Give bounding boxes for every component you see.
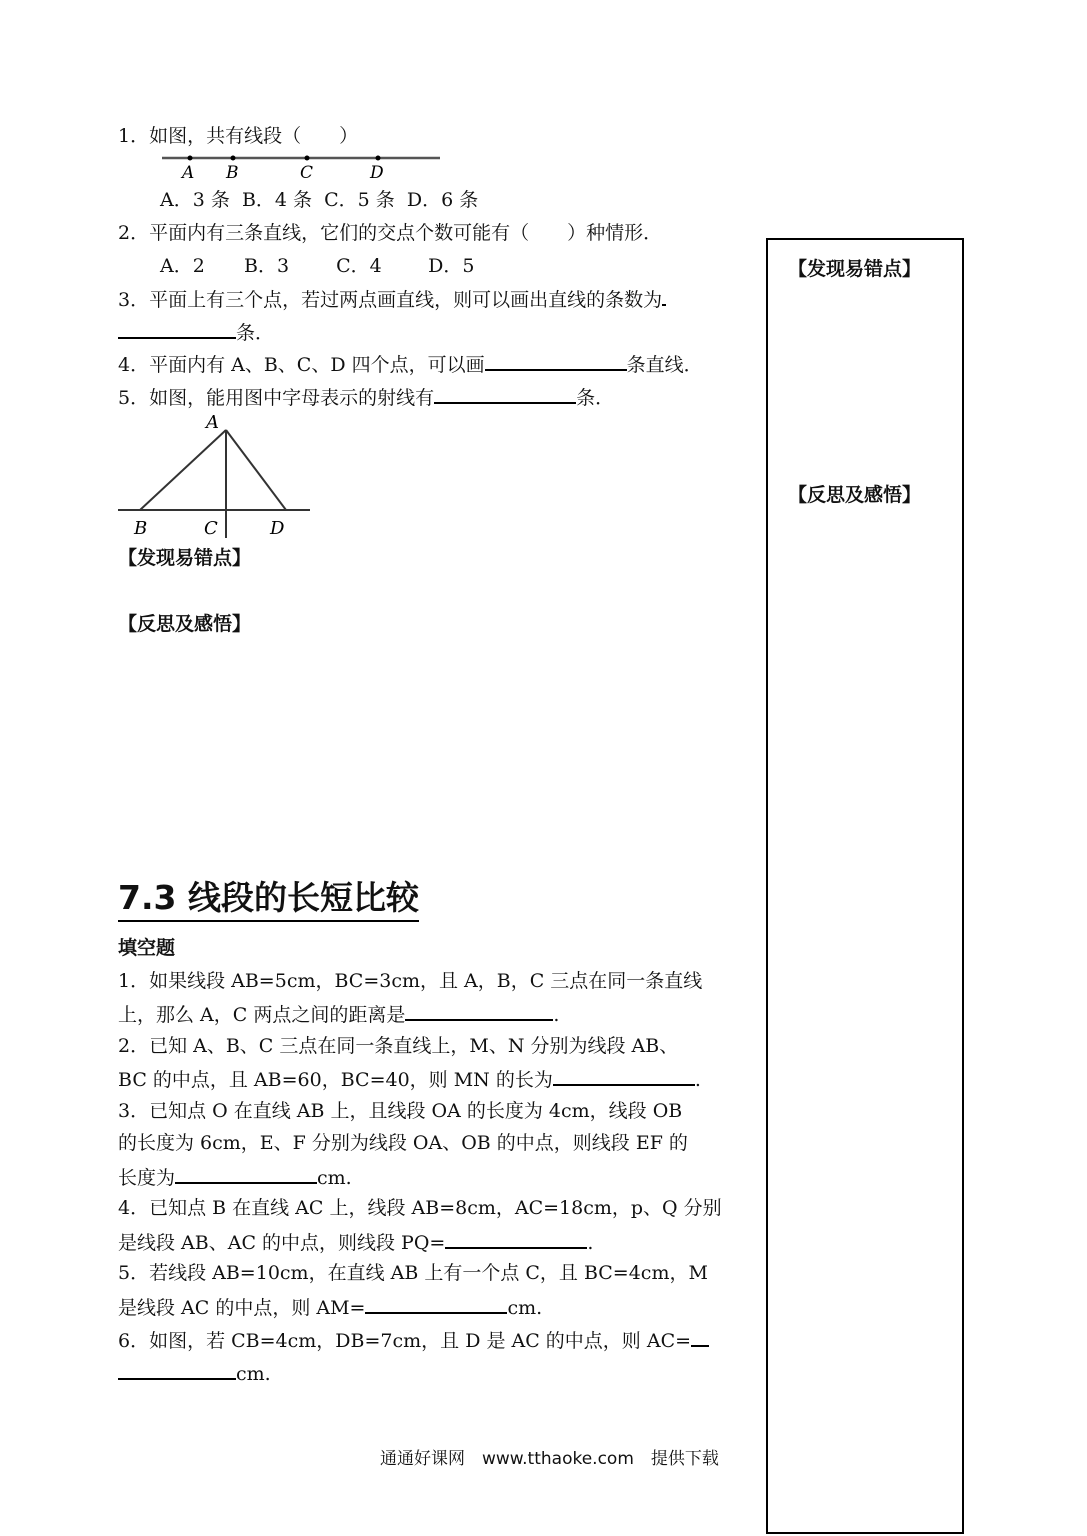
s6-line1 [118, 1327, 709, 1353]
q2-option-c: C．4 [336, 255, 382, 277]
s5-line1: 5．若线段 AB=10cm，在直线 AB 上有一个点 C，且 BC=4cm，M [118, 1262, 708, 1284]
q1-label-a: A [182, 163, 195, 183]
q4-blank[interactable] [485, 351, 627, 371]
q2-option-b: B．3 [244, 255, 290, 277]
footer: 通通好课网 www.tthaoke.com 提供下载 [380, 1449, 719, 1469]
q1-line-figure [160, 148, 445, 184]
s1-suffix: . [553, 1004, 560, 1026]
q5-line [118, 384, 614, 410]
s4-blank[interactable] [445, 1229, 587, 1249]
q1-text: 1．如图，共有线段（ ） [118, 125, 359, 147]
q5-label-c: C [204, 518, 218, 539]
q3-suffix: 条． [236, 322, 275, 344]
q3-line1 [118, 286, 666, 312]
section-subtitle: 填空题 [118, 937, 176, 959]
s4-prefix: 是线段 AB、AC 的中点，则线段 PQ= [118, 1232, 446, 1254]
side-mistakes-heading: 【发现易错点】 [788, 258, 922, 280]
s1-line1: 1．如果线段 AB=5cm，BC=3cm，且 A，B，C 三点在同一条直线 [118, 970, 703, 992]
q2-option-a: A．2 [160, 255, 205, 277]
s6-suffix: cm. [236, 1363, 271, 1385]
q1-option-b: B．4 条 [241, 189, 313, 211]
s3-line3 [118, 1164, 352, 1190]
q4-line [118, 351, 703, 377]
s6-blank[interactable] [118, 1360, 236, 1380]
s5-suffix: cm. [507, 1297, 543, 1319]
side-notes-box [766, 238, 964, 1534]
q1-option-a: A．3 条 [160, 189, 230, 211]
s2-blank[interactable] [553, 1066, 695, 1086]
q4-suffix: 条直线． [626, 354, 703, 376]
s2-prefix: BC 的中点，且 AB=60，BC=40，则 MN 的长为 [118, 1069, 553, 1091]
section-title: 7.3 线段的长短比较 [118, 876, 419, 922]
q1-options [160, 188, 478, 212]
q1-option-c: C．5 条 [324, 189, 395, 211]
q2-text: 2．平面内有三条直线，它们的交点个数可能有（ ）种情形． [118, 222, 663, 244]
q3-blank[interactable] [118, 319, 236, 339]
q5-prefix: 5．如图，能用图中字母表示的射线有 [118, 387, 435, 409]
mistakes-heading: 【发现易错点】 [118, 547, 252, 569]
s4-suffix: . [587, 1232, 594, 1254]
q1-label-d: D [370, 163, 384, 183]
s5-blank[interactable] [365, 1294, 507, 1314]
q3-text: 3．平面上有三个点，若过两点画直线，则可以画出直线的条数为 [118, 289, 663, 311]
s1-prefix: 上，那么 A，C 两点之间的距离是 [118, 1004, 406, 1026]
s3-suffix: cm. [317, 1167, 352, 1189]
q1-label-b: B [226, 163, 239, 183]
q1-label-c: C [300, 163, 314, 183]
s3-line1: 3．已知点 O 在直线 AB 上，且线段 OA 的长度为 4cm，线段 OB [118, 1100, 683, 1122]
s3-prefix: 长度为 [118, 1167, 176, 1189]
s1-blank[interactable] [405, 1001, 553, 1021]
reflection-heading: 【反思及感悟】 [118, 613, 252, 635]
s2-line1: 2．已知 A、B、C 三点在同一条直线上，M、N 分别为线段 AB、 [118, 1035, 679, 1057]
s3-blank[interactable] [175, 1164, 317, 1184]
s3-line2: 的长度为 6cm，E、F 分别为线段 OA、OB 的中点，则线段 EF 的 [118, 1132, 688, 1154]
q4-prefix: 4．平面内有 A、B、C、D 四个点，可以画 [118, 354, 485, 376]
q5-triangle-figure [116, 410, 316, 540]
s2-line2 [118, 1066, 701, 1092]
s4-line2 [118, 1229, 593, 1255]
s1-line2 [118, 1001, 559, 1027]
q5-label-d: D [270, 518, 285, 539]
s6-text: 6．如图，若 CB=4cm，DB=7cm，且 D 是 AC 的中点，则 AC= [118, 1330, 692, 1352]
q5-blank[interactable] [434, 384, 576, 404]
q2-option-d: D．5 [428, 255, 475, 277]
q5-suffix: 条． [576, 387, 615, 409]
s4-line1: 4．已知点 B 在直线 AC 上，线段 AB=8cm，AC=18cm，p、Q 分别 [118, 1197, 722, 1219]
side-reflection-heading: 【反思及感悟】 [788, 484, 922, 506]
q1-option-d: D．6 条 [406, 189, 479, 211]
s5-prefix: 是线段 AC 的中点，则 AM= [118, 1297, 366, 1319]
s5-line2 [118, 1294, 542, 1320]
s2-suffix: . [694, 1069, 701, 1091]
q5-label-a: A [206, 412, 219, 433]
s6-line2 [118, 1360, 271, 1386]
q3-line2 [118, 319, 274, 345]
q2-options [160, 254, 474, 278]
q5-label-b: B [134, 518, 148, 539]
